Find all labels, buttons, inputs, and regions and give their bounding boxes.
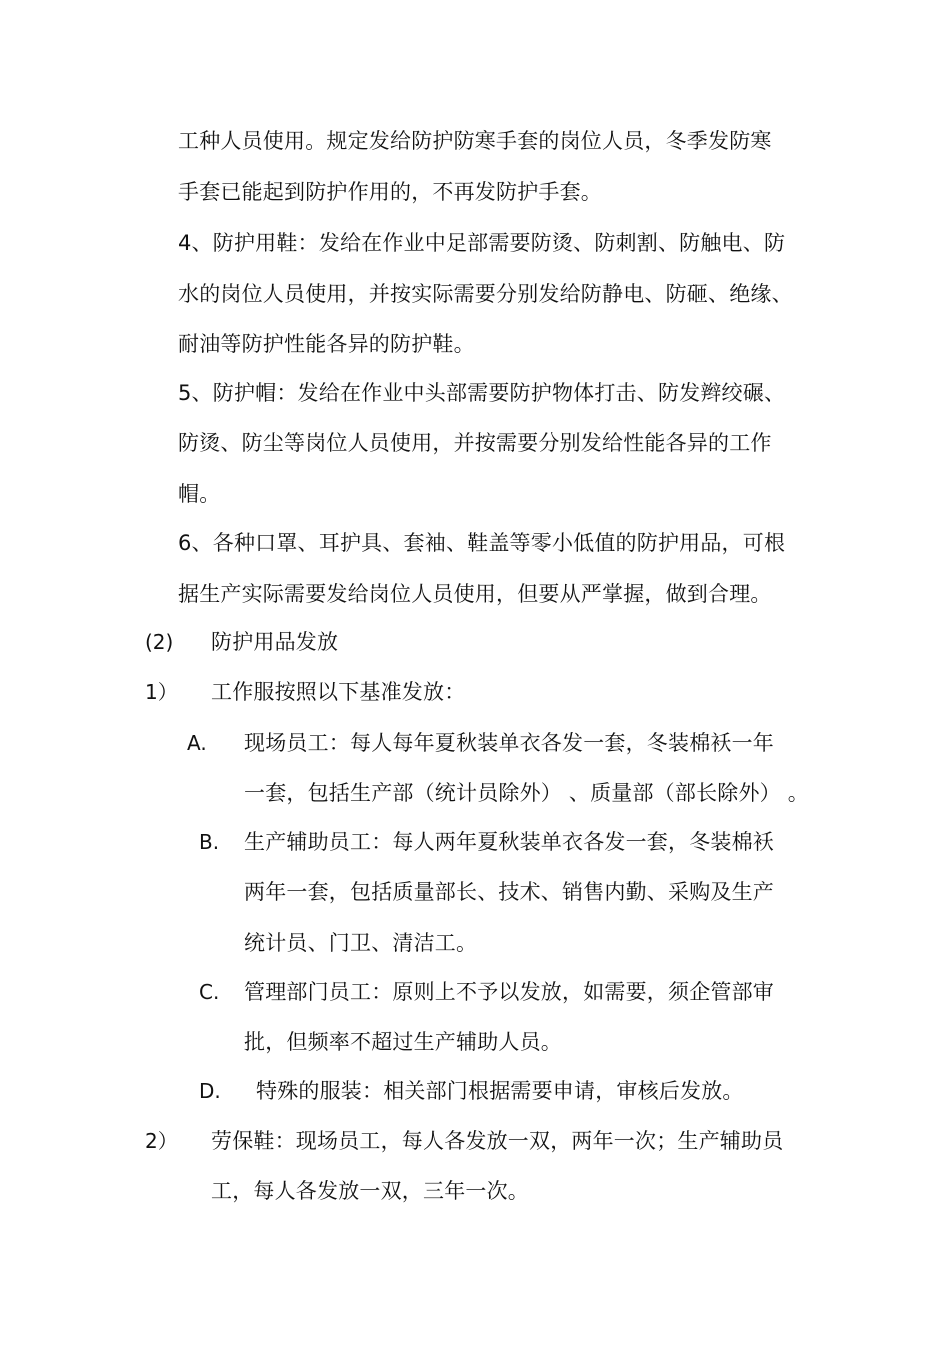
sub2-marker: 2） — [145, 1129, 178, 1153]
itemD-text: 特殊的服装：相关部门根据需要申请，审核后发放。 — [256, 1079, 744, 1103]
item4-line-1: 4、防护用鞋：发给在作业中足部需要防烫、防刺割、防触电、防 — [178, 231, 786, 255]
itemA-line-2: 一套，包括生产部（统计员除外） 、质量部（部长除外） 。 — [244, 781, 809, 805]
item6-line-1: 6、各种口罩、耳护具、套袖、鞋盖等零小低值的防护用品，可根 — [178, 531, 786, 555]
item5-line-2: 防烫、防尘等岗位人员使用，并按需要分别发给性能各异的工作 — [178, 431, 772, 455]
item5-line-3: 帽。 — [178, 482, 221, 506]
itemB-line-3: 统计员、门卫、清洁工。 — [244, 931, 478, 955]
itemA-line-1: 现场员工：每人每年夏秋装单衣各发一套，冬装棉袄一年 — [244, 731, 774, 755]
itemC-marker: C. — [199, 980, 220, 1004]
item6-line-2: 据生产实际需要发给岗位人员使用，但要从严掌握，做到合理。 — [178, 582, 772, 606]
itemD-marker: D. — [199, 1079, 221, 1103]
sub1-marker: 1） — [145, 680, 178, 704]
item4-line-2: 水的岗位人员使用，并按实际需要分别发给防静电、防砸、绝缘、 — [178, 282, 793, 306]
item4-line-3: 耐油等防护性能各异的防护鞋。 — [178, 332, 475, 356]
itemC-line-2: 批，但频率不超过生产辅助人员。 — [244, 1030, 562, 1054]
section2-marker: (2) — [145, 630, 174, 654]
itemA-marker: A. — [187, 731, 207, 755]
itemB-marker: B. — [199, 830, 220, 854]
section2-heading: 防护用品发放 — [211, 630, 339, 654]
item5-line-1: 5、防护帽：发给在作业中头部需要防护物体打击、防发辫绞碾、 — [178, 381, 786, 405]
itemC-line-1: 管理部门员工：原则上不予以发放，如需要，须企管部审 — [244, 980, 774, 1004]
sub1-text: 工作服按照以下基准发放： — [211, 680, 466, 704]
gloves-line-2: 手套已能起到防护作用的，不再发防护手套。 — [178, 180, 602, 204]
sub2-line-2: 工，每人各发放一双，三年一次。 — [211, 1179, 529, 1203]
itemB-line-2: 两年一套，包括质量部长、技术、销售内勤、采购及生产 — [244, 880, 774, 904]
itemB-line-1: 生产辅助员工：每人两年夏秋装单衣各发一套，冬装棉袄 — [244, 830, 774, 854]
gloves-line-1: 工种人员使用。规定发给防护防寒手套的岗位人员，冬季发防寒 — [178, 129, 772, 153]
sub2-line-1: 劳保鞋：现场员工，每人各发放一双，两年一次；生产辅助员 — [211, 1129, 784, 1153]
